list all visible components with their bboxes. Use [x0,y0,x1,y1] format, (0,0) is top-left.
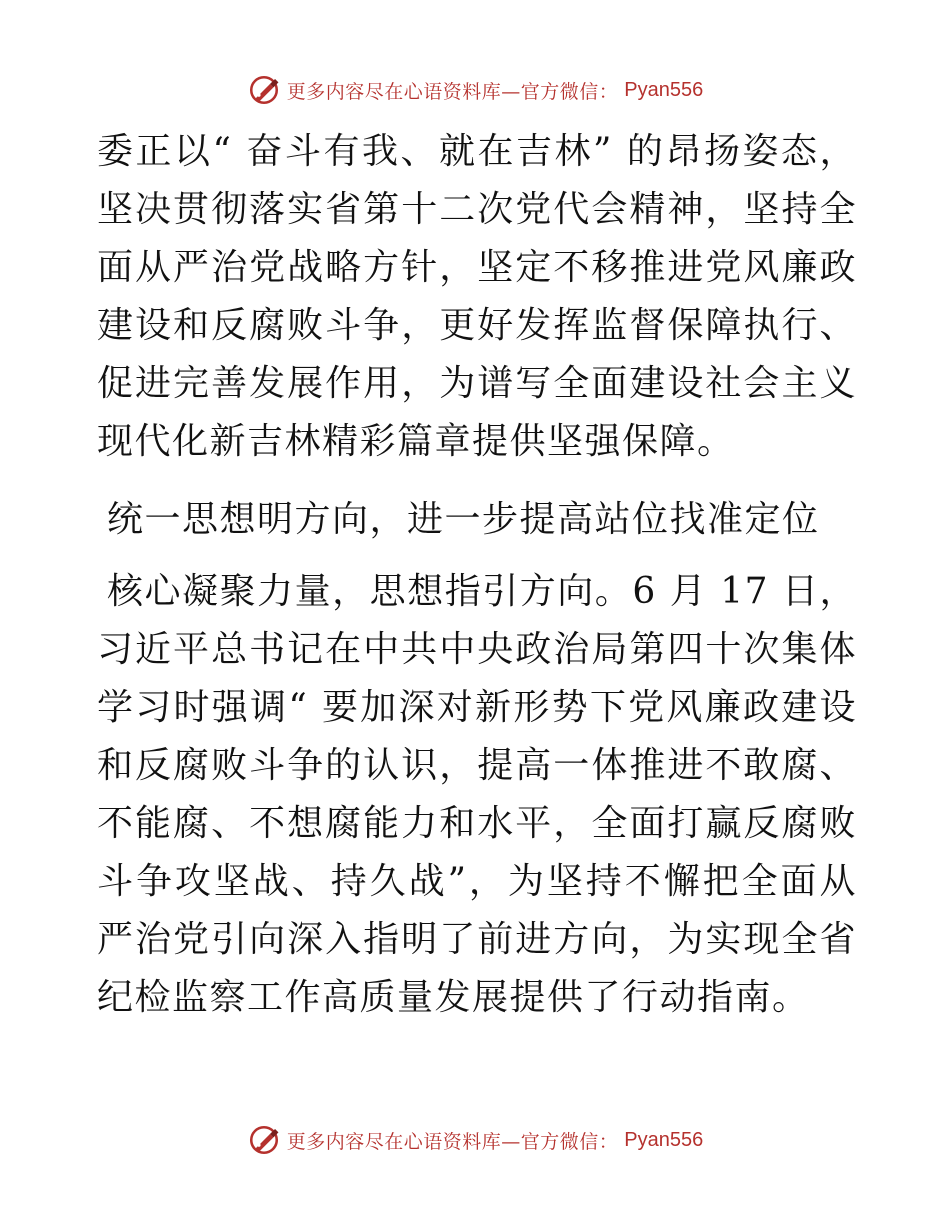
paragraph-main: 核心凝聚力量，思想指引方向。6 月 17 日，习近平总书记在中共中央政治局第四十次集体学习时强调“ 要加深对新形势下党风廉政建设和反腐败斗争的认识，提高一体推进不敢腐、不能腐、不想腐能力和水平，全面打赢反腐败斗争攻坚战、持久战”，为坚持不懈把全面从严治党引向深入指明了前进方向，为实现全省纪检监察工作高质量发展提供了行动指南。 [97,571,857,1018]
section-heading: 统一思想明方向，进一步提高站位找准定位 [107,499,820,540]
footer-watermark [0,1120,950,1160]
document-body [97,123,857,1027]
pen-logo-icon [247,73,281,107]
watermark-text: 更多内容尽在心语资料库—官方微信： [286,1130,619,1153]
watermark-text: 更多内容尽在心语资料库—官方微信： [286,80,619,103]
watermark-handle: Pyan556 [624,1128,704,1151]
watermark-handle: Pyan556 [624,78,704,101]
pen-logo-icon [247,1123,281,1157]
watermark-brand [247,73,703,107]
watermark-brand [247,1123,703,1157]
header-watermark [0,70,950,110]
paragraph-intro: 委正以“ 奋斗有我、就在吉林” 的昂扬姿态，坚决贯彻落实省第十二次党代会精神，坚持全面从严治党战略方针，坚定不移推进党风廉政建设和反腐败斗争，更好发挥监督保障执行、促进完善发展作用，为谱写全面建设社会主义现代化新吉林精彩篇章提供坚强保障。 [97,131,857,462]
